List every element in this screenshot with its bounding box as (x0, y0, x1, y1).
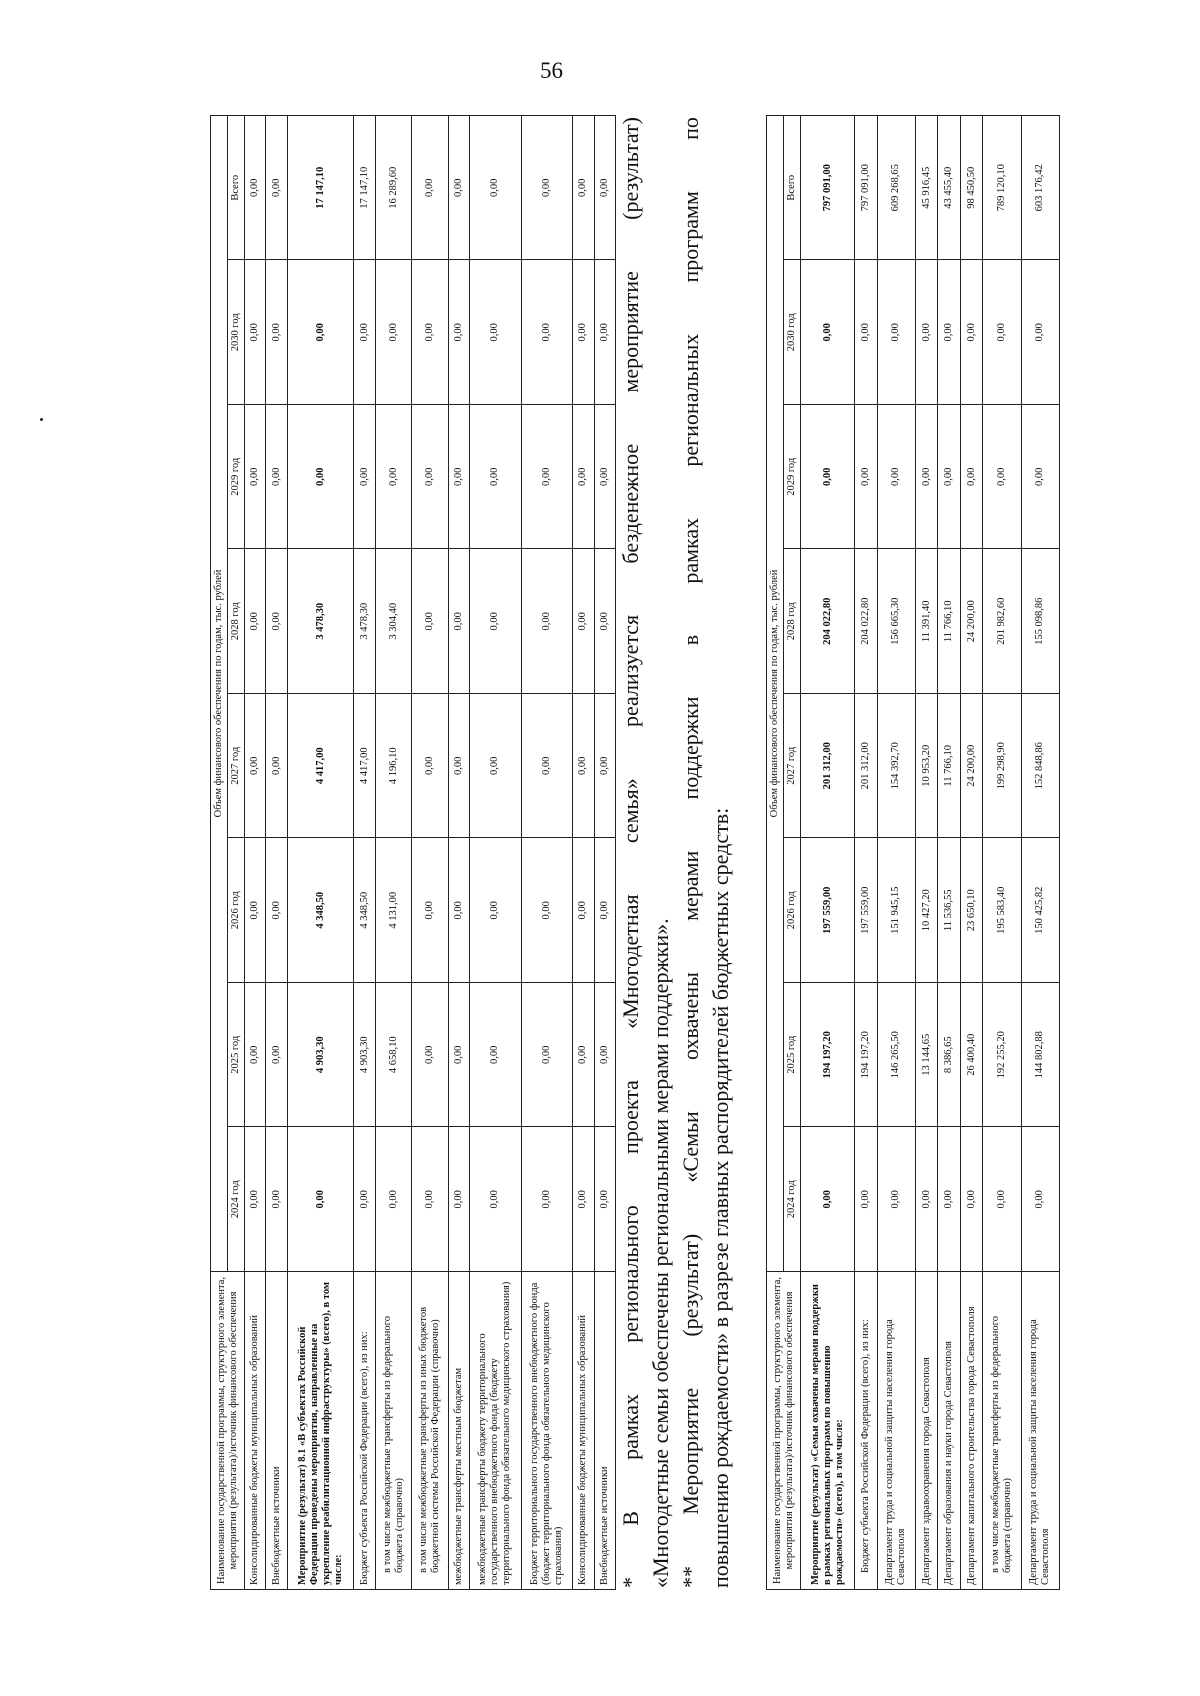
row-value: 0,00 (521, 260, 573, 405)
table-row (855, 116, 877, 1590)
row-value: 0,00 (938, 405, 960, 550)
row-value: 0,00 (573, 838, 594, 983)
row-value: 0,00 (801, 405, 855, 550)
row-value: 17 147,10 (287, 116, 354, 261)
row-value: 150 425,82 (1021, 838, 1059, 983)
row-value: 0,00 (266, 116, 287, 261)
table-row (375, 116, 411, 1590)
row-value: 0,00 (470, 983, 522, 1128)
table1-year-header: 2028 год (228, 549, 245, 694)
row-value: 4 131,00 (375, 838, 411, 983)
table2-header-group: Объем финансового обеспечения по годам, тыс. рублей (767, 116, 784, 1272)
row-value: 0,00 (287, 260, 354, 405)
row-value: 0,00 (594, 116, 615, 261)
financing-table-2 (766, 115, 1060, 1590)
table-row (354, 116, 375, 1590)
row-name: в том числе межбюджетные трансферты из федерального бюджета (справочно) (983, 1272, 1021, 1590)
table1-year-header: 2029 год (228, 405, 245, 550)
table2-year-header: 2024 год (784, 1127, 801, 1272)
row-value: 0,00 (245, 983, 266, 1128)
row-value: 0,00 (354, 405, 375, 550)
table2-year-header: 2027 год (784, 694, 801, 839)
row-value: 0,00 (877, 405, 915, 550)
row-value: 0,00 (594, 983, 615, 1128)
row-value: 11 391,40 (915, 549, 937, 694)
row-value: 0,00 (521, 116, 573, 261)
table1-year-header: 2025 год (228, 983, 245, 1128)
row-value: 0,00 (245, 116, 266, 261)
row-value: 201 312,00 (801, 694, 855, 839)
row-value: 201 312,00 (855, 694, 877, 839)
row-value: 0,00 (801, 260, 855, 405)
row-value: 0,00 (375, 260, 411, 405)
financing-table-1 (210, 115, 616, 1590)
row-name: межбюджетные трансферты бюджету территориального государственного внебюджетного фонда (бюджету территориального фонда обязательного медицинского страхования) (470, 1272, 522, 1590)
row-name: Бюджет субъекта Российской Федерации (всего), из них: (354, 1272, 375, 1590)
row-value: 0,00 (266, 260, 287, 405)
note-word: мероприятие (618, 271, 643, 393)
table1-body (245, 116, 616, 1590)
row-value: 0,00 (521, 405, 573, 550)
note-word: мерами (678, 850, 703, 921)
table1-year-header: 2030 год (228, 260, 245, 405)
note-line-1 (616, 117, 646, 1588)
row-value: 0,00 (245, 694, 266, 839)
row-value: 797 091,00 (855, 116, 877, 261)
row-name: Департамент капитального строительства города Севастополя (960, 1272, 982, 1590)
row-value: 0,00 (470, 260, 522, 405)
note-word: ** (678, 1566, 703, 1588)
row-value: 609 268,65 (877, 116, 915, 261)
row-value: 0,00 (412, 694, 448, 839)
row-name: Департамент труда и социальной защиты населения города Севастополя (1021, 1272, 1059, 1590)
note-line-2: «Многодетные семьи обеспечены региональными мерами поддержки». (648, 918, 673, 1588)
row-value: 154 392,70 (877, 694, 915, 839)
row-value: 0,00 (470, 116, 522, 261)
table2-year-header: 2026 год (784, 838, 801, 983)
row-value: 204 022,80 (801, 549, 855, 694)
row-value: 0,00 (594, 1127, 615, 1272)
row-value: 4 348,50 (287, 838, 354, 983)
row-value: 4 903,30 (287, 983, 354, 1128)
table-row (594, 116, 615, 1590)
row-value: 192 255,20 (983, 983, 1021, 1128)
row-value: 0,00 (573, 260, 594, 405)
row-value: 0,00 (412, 1127, 448, 1272)
note-word: рамках (678, 517, 703, 584)
row-name: Мероприятие (результат) «Семьи охвачены мерами поддержки в рамках региональных программ по повышению рождаемости» (всего), в том числе: (801, 1272, 855, 1590)
row-value: 0,00 (375, 405, 411, 550)
row-value: 0,00 (448, 983, 469, 1128)
row-value: 0,00 (470, 838, 522, 983)
row-value: 0,00 (915, 405, 937, 550)
row-value: 0,00 (521, 983, 573, 1128)
table-row (915, 116, 937, 1590)
row-value: 789 120,10 (983, 116, 1021, 261)
row-value: 0,00 (938, 1127, 960, 1272)
row-value: 0,00 (1021, 260, 1059, 405)
row-value: 13 144,65 (915, 983, 937, 1128)
row-value: 603 176,42 (1021, 116, 1059, 261)
table-row (412, 116, 448, 1590)
row-value: 4 348,50 (354, 838, 375, 983)
row-value: 0,00 (1021, 1127, 1059, 1272)
table2-year-header: 2028 год (784, 549, 801, 694)
notes-block (616, 115, 766, 1590)
row-value: 23 650,10 (960, 838, 982, 983)
row-value: 0,00 (573, 549, 594, 694)
table2-year-header: 2025 год (784, 983, 801, 1128)
note-word: (результат) (678, 1233, 703, 1337)
table-row (573, 116, 594, 1590)
row-value: 0,00 (521, 694, 573, 839)
row-value: 0,00 (960, 405, 982, 550)
table2-year-header: 2029 год (784, 405, 801, 550)
row-value: 0,00 (266, 838, 287, 983)
row-value: 4 417,00 (354, 694, 375, 839)
table-row (448, 116, 469, 1590)
note-word: проекта (618, 1080, 643, 1154)
row-value: 17 147,10 (354, 116, 375, 261)
note-word: рамках (618, 1394, 643, 1460)
row-value: 0,00 (266, 1127, 287, 1272)
row-value: 8 386,65 (938, 983, 960, 1128)
row-value: 98 450,50 (960, 116, 982, 261)
row-value: 3 478,30 (354, 549, 375, 694)
row-value: 797 091,00 (801, 116, 855, 261)
row-value: 0,00 (245, 405, 266, 550)
table1-header-group: Объем финансового обеспечения по годам, тыс. рублей (211, 116, 228, 1272)
row-value: 0,00 (855, 260, 877, 405)
row-value: 0,00 (983, 405, 1021, 550)
row-value: 0,00 (448, 1127, 469, 1272)
table-row (877, 116, 915, 1590)
table-row (521, 116, 573, 1590)
note-word: «Семьи (678, 1111, 703, 1183)
table-row (245, 116, 266, 1590)
row-value: 4 196,10 (375, 694, 411, 839)
table2-header-name: Наименование государственной программы, структурного элемента, мероприятия (результата)/источник финансового обеспечения (767, 1272, 801, 1590)
row-value: 0,00 (470, 405, 522, 550)
note-word: * (618, 1577, 643, 1588)
row-value: 0,00 (521, 1127, 573, 1272)
row-value: 0,00 (266, 549, 287, 694)
row-value: 197 559,00 (855, 838, 877, 983)
table1-year-header: 2027 год (228, 694, 245, 839)
scan-speck (40, 418, 43, 421)
row-value: 26 400,40 (960, 983, 982, 1128)
row-value: 0,00 (855, 1127, 877, 1272)
note-line-4: повышению рождаемости» в разрезе главных распорядителей бюджетных средств: (708, 807, 733, 1588)
row-value: 201 982,60 (983, 549, 1021, 694)
note-word: семья» (618, 778, 643, 844)
row-value: 0,00 (470, 694, 522, 839)
row-name: Внебюджетные источники (594, 1272, 615, 1590)
row-value: 10 427,20 (915, 838, 937, 983)
row-value: 0,00 (266, 405, 287, 550)
row-value: 0,00 (938, 260, 960, 405)
row-value: 11 766,10 (938, 694, 960, 839)
row-value: 152 848,86 (1021, 694, 1059, 839)
row-value: 0,00 (266, 694, 287, 839)
row-value: 0,00 (594, 405, 615, 550)
row-value: 24 200,00 (960, 549, 982, 694)
row-value: 10 953,20 (915, 694, 937, 839)
row-name: Департамент образования и науки города Севастополя (938, 1272, 960, 1590)
row-value: 204 022,80 (855, 549, 877, 694)
row-name: в том числе межбюджетные трансферты из федерального бюджета (справочно) (375, 1272, 411, 1590)
row-value: 0,00 (245, 1127, 266, 1272)
row-value: 0,00 (573, 694, 594, 839)
table-row (960, 116, 982, 1590)
row-value: 0,00 (573, 405, 594, 550)
row-value: 0,00 (448, 838, 469, 983)
row-value: 0,00 (960, 1127, 982, 1272)
row-value: 0,00 (594, 838, 615, 983)
row-value: 4 903,30 (354, 983, 375, 1128)
note-word: безденежное (618, 443, 643, 564)
row-value: 156 665,30 (877, 549, 915, 694)
row-value: 4 417,00 (287, 694, 354, 839)
table1-year-header: Всего (228, 116, 245, 261)
row-value: 0,00 (594, 549, 615, 694)
row-value: 4 658,10 (375, 983, 411, 1128)
note-word: В (618, 1511, 643, 1526)
note-word: реализуется (618, 614, 643, 728)
row-value: 24 200,00 (960, 694, 982, 839)
table-row (266, 116, 287, 1590)
row-value: 0,00 (412, 983, 448, 1128)
row-value: 0,00 (287, 1127, 354, 1272)
row-value: 0,00 (375, 1127, 411, 1272)
row-value: 11 536,55 (938, 838, 960, 983)
table1-year-header: 2024 год (228, 1127, 245, 1272)
table2-body (801, 116, 1060, 1590)
row-value: 0,00 (412, 260, 448, 405)
table-row (470, 116, 522, 1590)
row-value: 16 289,60 (375, 116, 411, 261)
table-row (983, 116, 1021, 1590)
row-value: 0,00 (915, 1127, 937, 1272)
row-value: 195 583,40 (983, 838, 1021, 983)
row-name: Внебюджетные источники (266, 1272, 287, 1590)
row-value: 0,00 (287, 405, 354, 550)
row-value: 194 197,20 (855, 983, 877, 1128)
row-value: 0,00 (354, 260, 375, 405)
note-line-3 (676, 117, 706, 1588)
row-value: 0,00 (594, 694, 615, 839)
row-value: 0,00 (594, 260, 615, 405)
row-value: 0,00 (470, 549, 522, 694)
page-number: 56 (540, 58, 563, 83)
row-value: 0,00 (448, 405, 469, 550)
row-value: 0,00 (801, 1127, 855, 1272)
note-word: Мероприятие (678, 1387, 703, 1515)
note-word: в (678, 634, 703, 646)
note-word: программ (678, 191, 703, 283)
row-value: 0,00 (521, 549, 573, 694)
row-name: Департамент труда и социальной защиты населения города Севастополя (877, 1272, 915, 1590)
row-value: 0,00 (573, 116, 594, 261)
note-word: поддержки (678, 696, 703, 800)
row-value: 197 559,00 (801, 838, 855, 983)
row-value: 0,00 (412, 838, 448, 983)
row-value: 0,00 (354, 1127, 375, 1272)
row-value: 0,00 (266, 983, 287, 1128)
row-value: 0,00 (448, 116, 469, 261)
table-row (1021, 116, 1059, 1590)
row-value: 0,00 (877, 260, 915, 405)
row-value: 0,00 (412, 549, 448, 694)
row-value: 0,00 (983, 260, 1021, 405)
row-value: 0,00 (448, 260, 469, 405)
note-word: «Многодетная (618, 894, 643, 1029)
row-value: 3 478,30 (287, 549, 354, 694)
table1-header-name: Наименование государственной программы, структурного элемента, мероприятия (результата)/источник финансового обеспечения (211, 1272, 245, 1590)
row-value: 0,00 (855, 405, 877, 550)
row-value: 11 766,10 (938, 549, 960, 694)
row-name: Бюджет субъекта Российской Федерации (всего), из них: (855, 1272, 877, 1590)
row-name: в том числе межбюджетные трансферты из иных бюджетов бюджетной системы Российской Федерации (справочно) (412, 1272, 448, 1590)
row-value: 146 265,50 (877, 983, 915, 1128)
row-value: 0,00 (573, 983, 594, 1128)
row-value: 0,00 (245, 549, 266, 694)
row-value: 0,00 (448, 694, 469, 839)
row-name: межбюджетные трансферты местным бюджетам (448, 1272, 469, 1590)
row-value: 199 298,90 (983, 694, 1021, 839)
table2-year-header: Всего (784, 116, 801, 261)
row-value: 0,00 (915, 260, 937, 405)
table-row (287, 116, 354, 1590)
row-value: 43 455,40 (938, 116, 960, 261)
row-value: 194 197,20 (801, 983, 855, 1128)
row-value: 0,00 (448, 549, 469, 694)
row-value: 0,00 (573, 1127, 594, 1272)
note-word: (результат) (618, 117, 643, 220)
row-name: Консолидированные бюджеты муниципальных образований (573, 1272, 594, 1590)
row-value: 0,00 (412, 116, 448, 261)
note-word: по (678, 117, 703, 140)
table2-year-header: 2030 год (784, 260, 801, 405)
row-value: 0,00 (960, 260, 982, 405)
row-value: 0,00 (245, 260, 266, 405)
row-value: 0,00 (983, 1127, 1021, 1272)
row-value: 0,00 (521, 838, 573, 983)
table1-year-header: 2026 год (228, 838, 245, 983)
row-name: Мероприятие (результат) 8.1 «В субъектах Российской Федерации проведены мероприятия, направленные на укрепление реабилитационной инфраструктуры» (всего), в том числе: (287, 1272, 354, 1590)
row-value: 155 098,86 (1021, 549, 1059, 694)
row-value: 0,00 (877, 1127, 915, 1272)
row-value: 0,00 (470, 1127, 522, 1272)
row-name: Департамент здравоохранения города Севастополя (915, 1272, 937, 1590)
table-row (938, 116, 960, 1590)
row-value: 45 916,45 (915, 116, 937, 261)
note-word: регионального (618, 1205, 643, 1343)
row-name: Бюджет территориального государственного внебюджетного фонда (бюджет территориального фонда обязательного медицинского страхования) (521, 1272, 573, 1590)
row-value: 0,00 (245, 838, 266, 983)
note-word: региональных (678, 333, 703, 467)
rotated-content (210, 115, 1060, 1590)
note-word: охвачены (678, 972, 703, 1060)
table-row (801, 116, 855, 1590)
row-value: 0,00 (1021, 405, 1059, 550)
row-value: 144 802,88 (1021, 983, 1059, 1128)
row-value: 3 304,40 (375, 549, 411, 694)
row-name: Консолидированные бюджеты муниципальных образований (245, 1272, 266, 1590)
row-value: 0,00 (412, 405, 448, 550)
row-value: 151 945,15 (877, 838, 915, 983)
